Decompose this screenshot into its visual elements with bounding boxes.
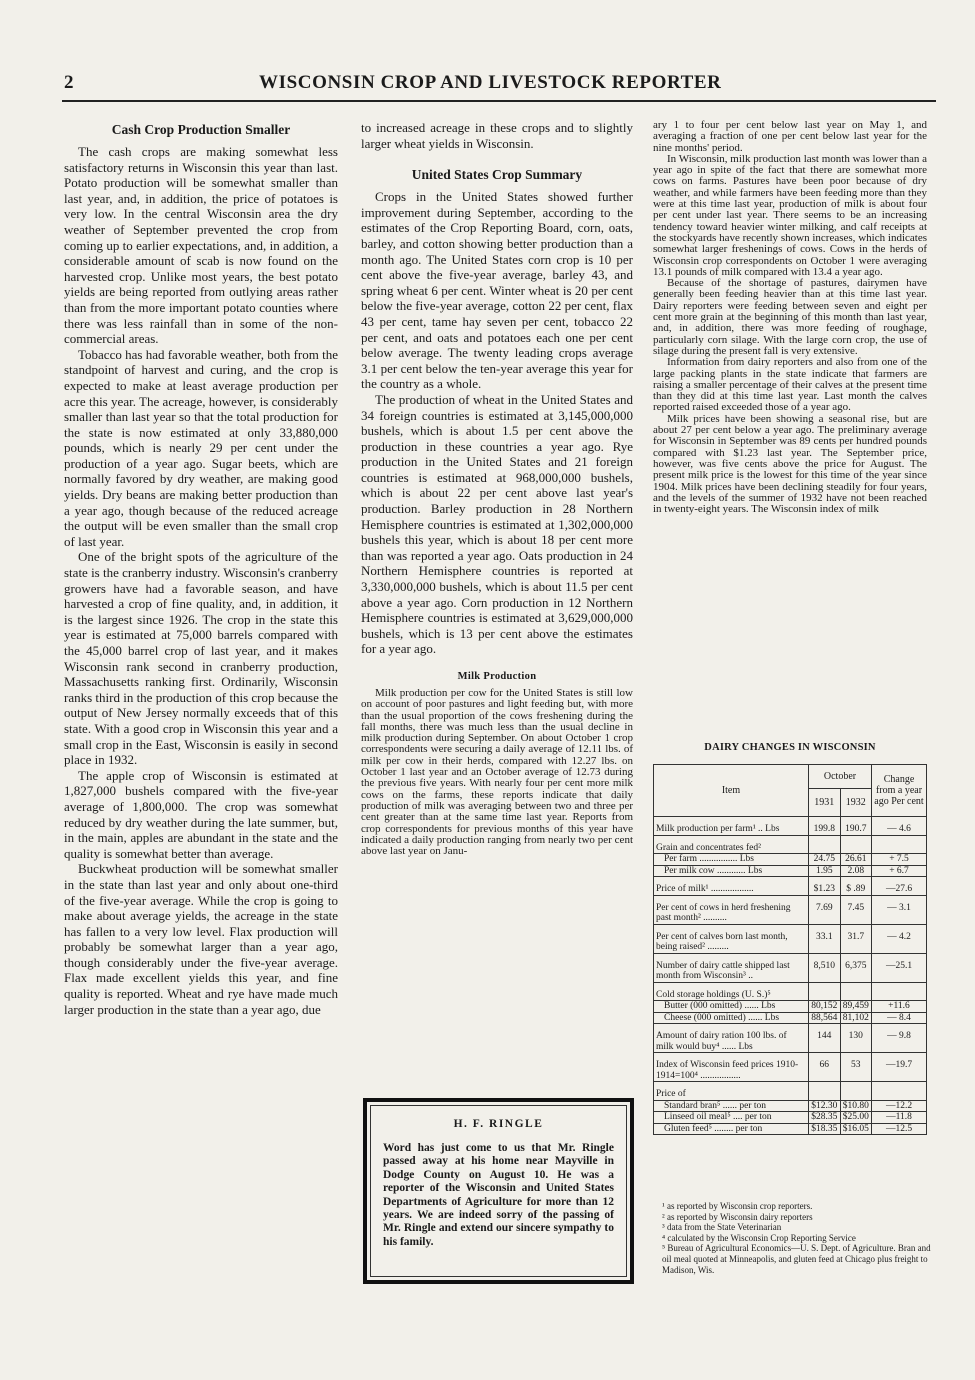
table-cell-change: —11.8 <box>872 1112 927 1124</box>
table-row <box>654 895 927 924</box>
table-cell-1932: $16.05 <box>840 1123 872 1135</box>
table-cell-change: + 6.7 <box>872 865 927 877</box>
table-row <box>654 865 927 877</box>
table-cell-item: Linseed oil meal⁵ .... per ton <box>654 1112 809 1124</box>
table-cell-1931: 199.8 <box>809 817 841 836</box>
footnote: ² as reported by Wisconsin dairy reporters <box>662 1211 813 1222</box>
paragraph: Milk production per cow for the United States is still low on account of poor pastures and light feeding but, with more than the usual proportion of the cows freshening during the fall months, there was much less than the usual decline in milk production during September. On about October 1 crop correspondents were securing a daily average of 12.11 lbs. of milk per cow in their herds, compared with 12.27 lbs. on October 1 last year and an October average of 12.73 during the previous five years. With nearly four per cent more milk cows on the farms, these reports indicate that daily production of milk was averaging between two and three per cent greater than at the same time last year. Reports from crop correspondents for previous months of this year have indicated a daily production ranging from nearly two per cent above last year on Janu- <box>361 687 633 858</box>
table-cell-item: Butter (000 omitted) ...... Lbs <box>654 1001 809 1013</box>
table-cell-1932: 31.7 <box>840 924 872 953</box>
page-number: 2 <box>64 72 74 93</box>
table-cell-1931: 66 <box>809 1053 841 1082</box>
paragraph: The apple crop of Wisconsin is estimated at 1,827,000 bushels compared with the five-year average of 1,800,000. The crop was somewhat reduced by dry weather during the late summer, but, in the main, apples are abundant in the state and the quality is somewhat better than average. <box>64 767 338 861</box>
column-3 <box>653 120 927 515</box>
footnote: ⁵ Bureau of Agricultural Economics—U. S. Dept. of Agriculture. Bran and oil meal quoted at Minneapolis, and gluten feed at Chicago plus freight to Madison, Wis. <box>662 1243 931 1275</box>
us-crop-summary-heading: United States Crop Summary <box>411 167 583 183</box>
table-cell-1932: 130 <box>840 1024 872 1053</box>
table-row <box>654 877 927 896</box>
obituary-notice-box <box>363 1098 634 1284</box>
paragraph: to increased acreage in these crops and to slightly larger wheat yields in Wisconsin. <box>361 120 633 151</box>
table-cell-item: Per cent of cows in herd freshening past month² .......... <box>654 895 809 924</box>
table-cell-change: — 3.1 <box>872 895 927 924</box>
column-1 <box>64 120 338 1017</box>
dairy-changes-table <box>653 764 927 1135</box>
table-cell-1932: 2.08 <box>840 865 872 877</box>
table-row <box>654 1053 927 1082</box>
table-cell-item: Price of <box>654 1082 809 1101</box>
table-cell-1931: 33.1 <box>809 924 841 953</box>
table-cell-change <box>872 982 927 1001</box>
table-row <box>654 1001 927 1013</box>
table-cell-change: —25.1 <box>872 953 927 982</box>
table-cell-1932: $25.00 <box>840 1112 872 1124</box>
table-cell-change: —12.5 <box>872 1123 927 1135</box>
table-row <box>654 1012 927 1024</box>
table-row <box>654 817 927 836</box>
table-cell-item: Per milk cow ............ Lbs <box>654 865 809 877</box>
table-cell-1931 <box>809 835 841 854</box>
table-cell-item: Per cent of calves born last month, being raised² ......... <box>654 924 809 953</box>
table-cell-item: Milk production per farm¹ .. Lbs <box>654 817 809 836</box>
table-row <box>654 854 927 866</box>
table-header-month: October <box>809 765 872 789</box>
paragraph: The production of wheat in the United States and 34 foreign countries is estimated at 3,145,000,000 bushels, which is about 1.5 per cent above the production in these countries a year ago. Rye production in the United States and 21 foreign countries is estimated at 968,000,000 bushels, which is about 22 per cent above last year's production. Barley production in 28 Northern Hemisphere countries is estimated at 1,302,000,000 bushels this year, which is about 18 per cent more than was reported a year ago. Oats production in 24 Northern Hemisphere countries is reported at 3,330,000,000 bushels, which is about 11.5 per cent above a year ago. Corn production in 12 Northern Hemisphere countries is estimated at 3,629,000,000 bushels, which is 13 per cent above the estimates for a year ago. <box>361 391 633 657</box>
table-row <box>654 835 927 854</box>
table-cell-item: Amount of dairy ration 100 lbs. of milk would buy⁴ ...... Lbs <box>654 1024 809 1053</box>
table-cell-item: Number of dairy cattle shipped last month from Wisconsin³ .. <box>654 953 809 982</box>
table-cell-item: Standard bran⁵ ...... per ton <box>654 1100 809 1112</box>
paragraph: Buckwheat production will be somewhat smaller in the state than last year and only about one-third of the five-year average. While the crop is going to make about average yields, the acreage in the state has fallen to a very low level. Flax production will probably be somewhat larger than a year ago, though considerably under the five-year average. Flax made excellent yields this year, and fine quality is reported. Wheat and rye have made much larger production in the state than a year ago, due <box>64 861 338 1017</box>
table-cell-change: — 9.8 <box>872 1024 927 1053</box>
notice-text: Word has just come to us that Mr. Ringle passed away at his home near Mayville in Dodge County on August 10. He was a reporter of the Wisconsin and United States Departments of Agriculture for more than 12 years. We are indeed sorry of the passing of Mr. Ringle and extend our sincere sympathy to his family. <box>383 1142 614 1248</box>
table-cell-item: Grain and concentrates fed² <box>654 835 809 854</box>
header-rule <box>62 100 936 102</box>
footnote: ⁴ calculated by the Wisconsin Crop Reporting Service <box>662 1232 856 1243</box>
table-cell-1932: 53 <box>840 1053 872 1082</box>
footnote: ¹ as reported by Wisconsin crop reporters. <box>662 1201 813 1211</box>
paragraph: ary 1 to four per cent below last year on May 1, and averaging a fraction of one per cent below last year for the nine months' period. <box>653 119 927 154</box>
table-cell-1931: 80,152 <box>809 1001 841 1013</box>
table-cell-1931: $12.30 <box>809 1100 841 1112</box>
table-cell-change: + 7.5 <box>872 854 927 866</box>
paragraph: One of the bright spots of the agriculture of the state is the cranberry industry. Wisconsin's cranberry growers have had a favorable season, and have harvested a crop of fine quality, and, in addition, it is the largest since 1926. The crop in the state this year is estimated at 75,000 barrels compared with the 45,000 barrel crop of last year, and it makes Wisconsin rank second in cranberry production, Massachusetts ranking first. Ordinarily, Wisconsin ranks third in the production of this crop because the output of New Jersey normally exceeds that of this state. With a good crop in Wisconsin this year and a small crop in the East, Wisconsin is easily in second place in 1932. <box>64 549 339 768</box>
dairy-table-body <box>654 817 927 1135</box>
table-cell-1932: 89,459 <box>840 1001 872 1013</box>
paragraph: Crops in the United States showed further improvement during September, according to the estimates of the Crop Reporting Board, corn, oats, barley, and cotton showing better production than a month ago. The United States corn crop is 10 per cent above the five-year average, barley 43, and spring wheat 6 per cent. Winter wheat is 20 per cent below the five-year average, cotton 22 per cent, flax 43 per cent, tame hay seven per cent, tobacco 22 per cent, and oats and potatoes each one per cent below average. The twenty leading crops average 3.1 per cent below the ten-year average this year for the country as a whole. <box>361 189 633 392</box>
paragraph: Tobacco has had favorable weather, both from the standpoint of harvest and curing, and the crop is expected to make at least average production per acre this year. The acreage, however, is considerably smaller than last year so that the total production for the state is now estimated at only 33,880,000 pounds, which is nearly 29 per cent under the production of a year ago. Sugar beets, which are normally favored by dry weather, are making good yields. Dry beans are making better production than a year ago, though because of the reduced acreage the output will be even smaller than the small crop of last year. <box>64 346 338 549</box>
table-cell-1931: 1.95 <box>809 865 841 877</box>
milk-production-heading: Milk Production <box>457 671 537 682</box>
table-cell-change: —19.7 <box>872 1053 927 1082</box>
notice-title: H. F. RINGLE <box>453 1118 544 1130</box>
paragraph: The cash crops are making somewhat less satisfactory returns in Wisconsin this year than last. Potato production will be somewhat smaller than last year, and, in addition, the price of potatoes is very low. In the central Wisconsin area the dry weather of September prevented the crop from coming up to earlier expectations, and, in addition, a considerable amount of scab is now found on the harvested crop. Unlike most years, the best potato yields are being reported from outlying areas rather than from the more important potato counties where there was less rainfall than in some of the non-commercial areas. <box>64 144 338 347</box>
table-cell-1931: 7.69 <box>809 895 841 924</box>
table-row <box>654 1112 927 1124</box>
cash-crop-heading: Cash Crop Production Smaller <box>111 122 291 137</box>
table-cell-item: Price of milk¹ .................. <box>654 877 809 896</box>
table-cell-1932: $ .89 <box>840 877 872 896</box>
table-header-item: Item <box>654 765 809 817</box>
table-cell-1931 <box>809 982 841 1001</box>
table-row <box>654 1100 927 1112</box>
table-cell-1931: $28.35 <box>809 1112 841 1124</box>
table-cell-change: — 4.2 <box>872 924 927 953</box>
table-cell-change <box>872 835 927 854</box>
table-cell-1932 <box>840 1082 872 1101</box>
table-row <box>654 1082 927 1101</box>
table-cell-1931: 88,564 <box>809 1012 841 1024</box>
table-row <box>654 924 927 953</box>
table-footnotes <box>662 1201 932 1275</box>
table-cell-1931: 8,510 <box>809 953 841 982</box>
paragraph: Because of the shortage of pastures, dairymen have generally been feeding heavier than at this time last year. Dairy reporters were feeding between seven and eight per cent more grain at the beginning of this month than last year, and, in addition, there was more feeding of roughage, particularly corn silage. With the large corn crop, the use of silage during the present fall is very extensive. <box>653 277 927 357</box>
table-header-change: Change from a year ago Per cent <box>872 765 927 817</box>
table-row <box>654 1024 927 1053</box>
table-row <box>654 953 927 982</box>
table-cell-1932: 26.61 <box>840 854 872 866</box>
table-cell-item: Per farm ................ Lbs <box>654 854 809 866</box>
table-cell-1932: 81,102 <box>840 1012 872 1024</box>
table-cell-1932 <box>840 835 872 854</box>
running-title: WISCONSIN CROP AND LIVESTOCK REPORTER <box>259 72 722 93</box>
table-cell-1932: 190.7 <box>840 817 872 836</box>
table-cell-change <box>872 1082 927 1101</box>
table-cell-1931 <box>809 1082 841 1101</box>
table-cell-1932: $10.80 <box>840 1100 872 1112</box>
paragraph: Milk prices have been showing a seasonal rise, but are about 27 per cent below a year ago. The preliminary average for Wisconsin in September was 89 cents per hundred pounds compared with $1.23 last year. The September price, however, was five cents above the price for August. The present milk price is the lowest for this time of the year since 1904. Milk prices have been declining steadily for four years, and the levels of the summer of 1932 have not been reached in twenty-eight years. The Wisconsin index of milk <box>653 412 927 516</box>
table-cell-change: +11.6 <box>872 1001 927 1013</box>
dairy-table-title: DAIRY CHANGES IN WISCONSIN <box>704 742 876 753</box>
table-cell-1931: $1.23 <box>809 877 841 896</box>
column-2 <box>361 120 633 857</box>
table-cell-1931: $18.35 <box>809 1123 841 1135</box>
table-cell-change: — 8.4 <box>872 1012 927 1024</box>
table-cell-item: Cold storage holdings (U. S.)⁵ <box>654 982 809 1001</box>
paragraph: Information from dairy reporters and also from one of the large packing plants in the state indicate that farmers are raising a smaller percentage of their calves at the present time than they did at this time last year. Last month the calves reported raised exceeded those of a year ago. <box>653 356 927 414</box>
table-cell-1931: 24.75 <box>809 854 841 866</box>
table-cell-change: —12.2 <box>872 1100 927 1112</box>
table-row <box>654 1123 927 1135</box>
table-header-1931: 1931 <box>809 789 841 817</box>
paragraph: In Wisconsin, milk production last month was lower than a year ago in spite of the fact that there are somewhat more cows on farms. Pastures have been poor because of dry weather, and while farmers have been feeding more than they were at this time last year, production of milk is about four per cent under last year. There seems to be an increasing tendency toward heavier winter milking, and calf receipts at the stockyards have recently shown increases, which indicates somewhat larger freshenings of cows. Cows in the herds of Wisconsin crop correspondents on October 1 were averaging 13.1 pounds of milk compared with 13.4 a year ago. <box>653 152 927 278</box>
table-cell-item: Cheese (000 omitted) ...... Lbs <box>654 1012 809 1024</box>
table-cell-item: Index of Wisconsin feed prices 1910-1914=100⁴ ................. <box>654 1053 809 1082</box>
table-cell-item: Gluten feed⁵ ........ per ton <box>654 1123 809 1135</box>
table-row <box>654 982 927 1001</box>
table-cell-1931: 144 <box>809 1024 841 1053</box>
footnote: ³ data from the State Veterinarian <box>662 1222 782 1233</box>
table-cell-1932: 6,375 <box>840 953 872 982</box>
page-header <box>64 72 934 98</box>
table-cell-1932: 7.45 <box>840 895 872 924</box>
table-cell-change: — 4.6 <box>872 817 927 836</box>
table-cell-change: —27.6 <box>872 877 927 896</box>
table-cell-1932 <box>840 982 872 1001</box>
table-header-1932: 1932 <box>840 789 872 817</box>
